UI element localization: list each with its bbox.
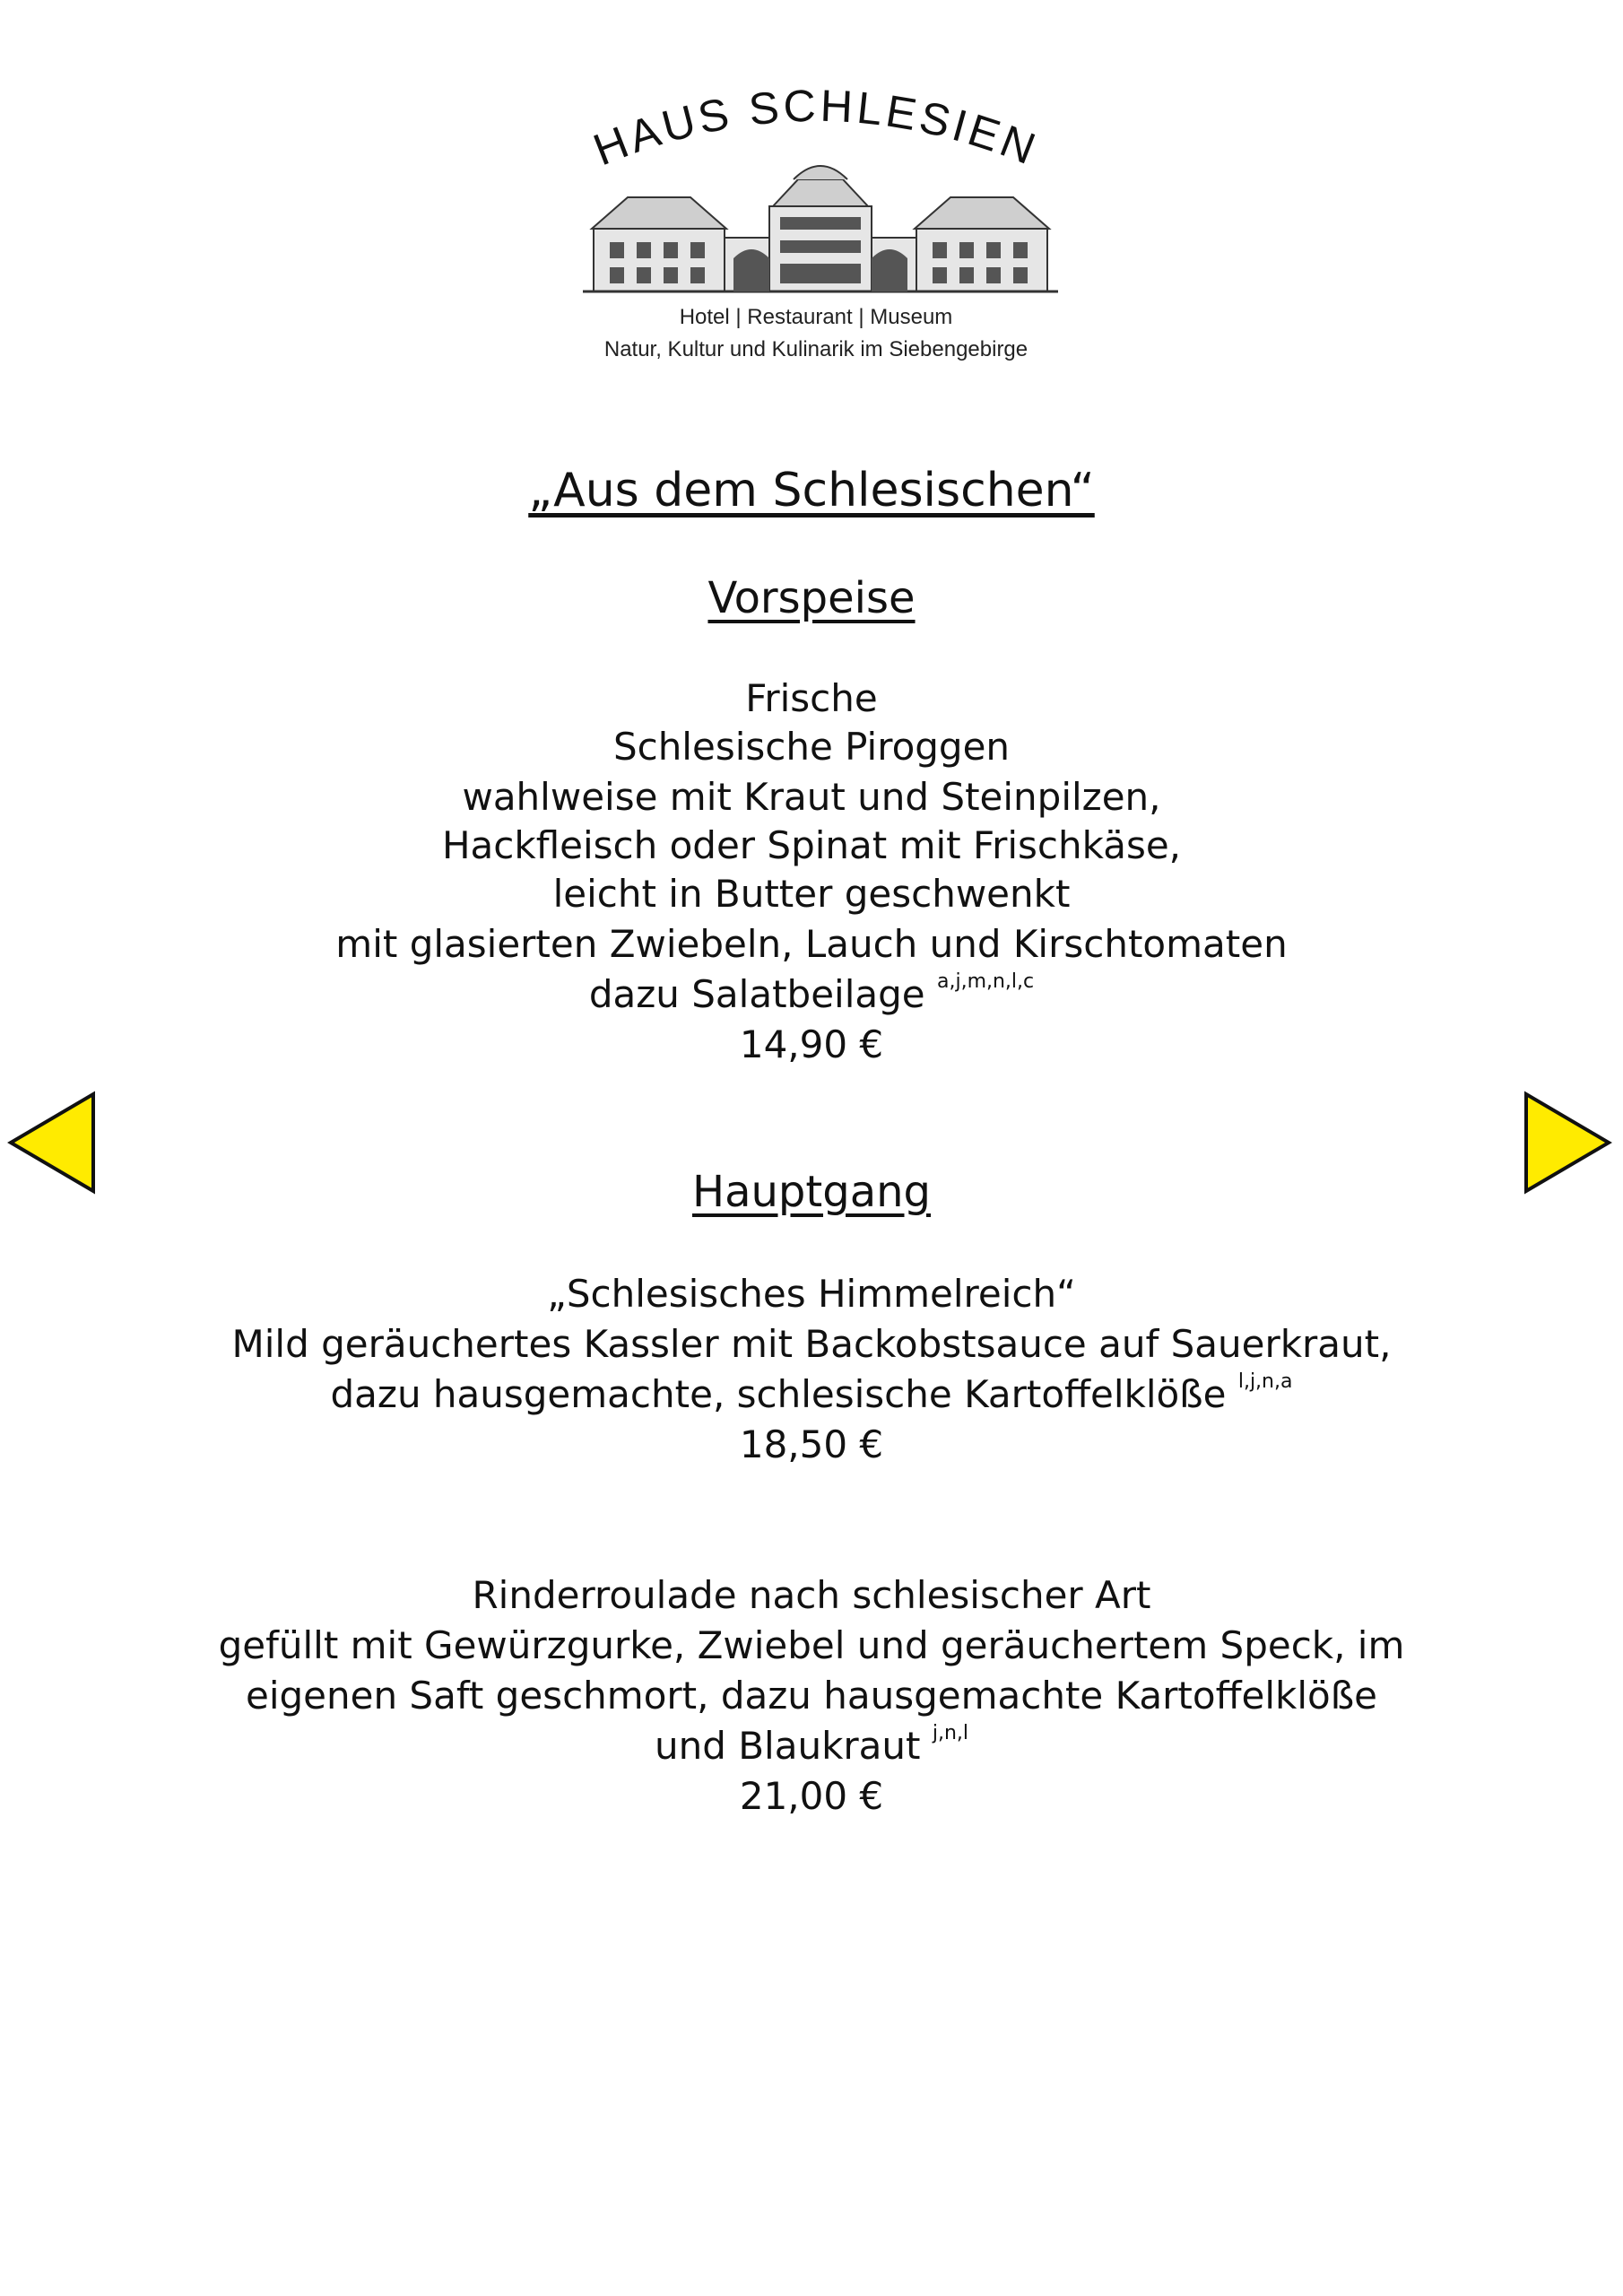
main-1-desc-2 — [0, 1370, 1623, 1419]
starter-name-line-2: Schlesische Piroggen — [612, 725, 1011, 769]
starter-desc-3: leicht in Butter geschwenkt — [552, 872, 1071, 916]
triangle-left-icon[interactable] — [7, 1091, 97, 1195]
logo-tagline-1: Hotel | Restaurant | Museum — [679, 305, 953, 329]
main-1-allergens: l,j,n,a — [1237, 1370, 1293, 1393]
starter-desc-5-text: dazu Salatbeilage — [588, 972, 925, 1016]
main-1-name: „Schlesisches Himmelreich“ — [547, 1272, 1076, 1316]
main-1-price: 18,50 € — [739, 1422, 884, 1466]
logo-text: HAUS SCHLESIEN — [586, 80, 1046, 176]
section-heading-main: Hauptgang — [692, 1167, 931, 1217]
main-2-price: 21,00 € — [739, 1774, 884, 1818]
main-2-desc-3-text: und Blaukraut — [654, 1724, 921, 1768]
starter-desc-1: wahlweise mit Kraut und Steinpilzen, — [462, 775, 1161, 819]
starter-allergens: a,j,m,n,l,c — [936, 970, 1035, 993]
starter-name-line-1: Frische — [745, 676, 878, 720]
starter-desc-4: mit glasierten Zwiebeln, Lauch und Kirschtomaten — [335, 922, 1288, 966]
section-heading-starter: Vorspeise — [707, 573, 916, 623]
logo — [538, 54, 1094, 377]
starter-desc-5 — [0, 970, 1623, 1019]
main-2-name: Rinderroulade nach schlesischer Art — [472, 1573, 1151, 1617]
building-logo-icon — [538, 54, 1094, 305]
previous-page-button[interactable] — [7, 1091, 97, 1195]
main-2-desc-2: eigenen Saft geschmort, dazu hausgemachte Kartoffelklöße — [245, 1674, 1378, 1718]
starter-desc-2: Hackfleisch oder Spinat mit Frischkäse, — [441, 823, 1182, 867]
logo-tagline-2: Natur, Kultur und Kulinarik im Siebengebirge — [603, 337, 1028, 361]
main-1-desc-1: Mild geräuchertes Kassler mit Backobstsauce auf Sauerkraut, — [231, 1322, 1392, 1366]
next-page-button[interactable] — [1523, 1091, 1612, 1195]
main-2-desc-1: gefüllt mit Gewürzgurke, Zwiebel und geräuchertem Speck, im — [218, 1623, 1405, 1667]
menu-title: „Aus dem Schlesischen“ — [528, 464, 1095, 517]
starter-price: 14,90 € — [739, 1022, 884, 1066]
triangle-right-icon[interactable] — [1523, 1091, 1612, 1195]
main-1-desc-2-text: dazu hausgemachte, schlesische Kartoffelklöße — [330, 1372, 1227, 1416]
main-2-allergens: j,n,l — [932, 1722, 969, 1744]
main-2-desc-3 — [0, 1722, 1623, 1770]
